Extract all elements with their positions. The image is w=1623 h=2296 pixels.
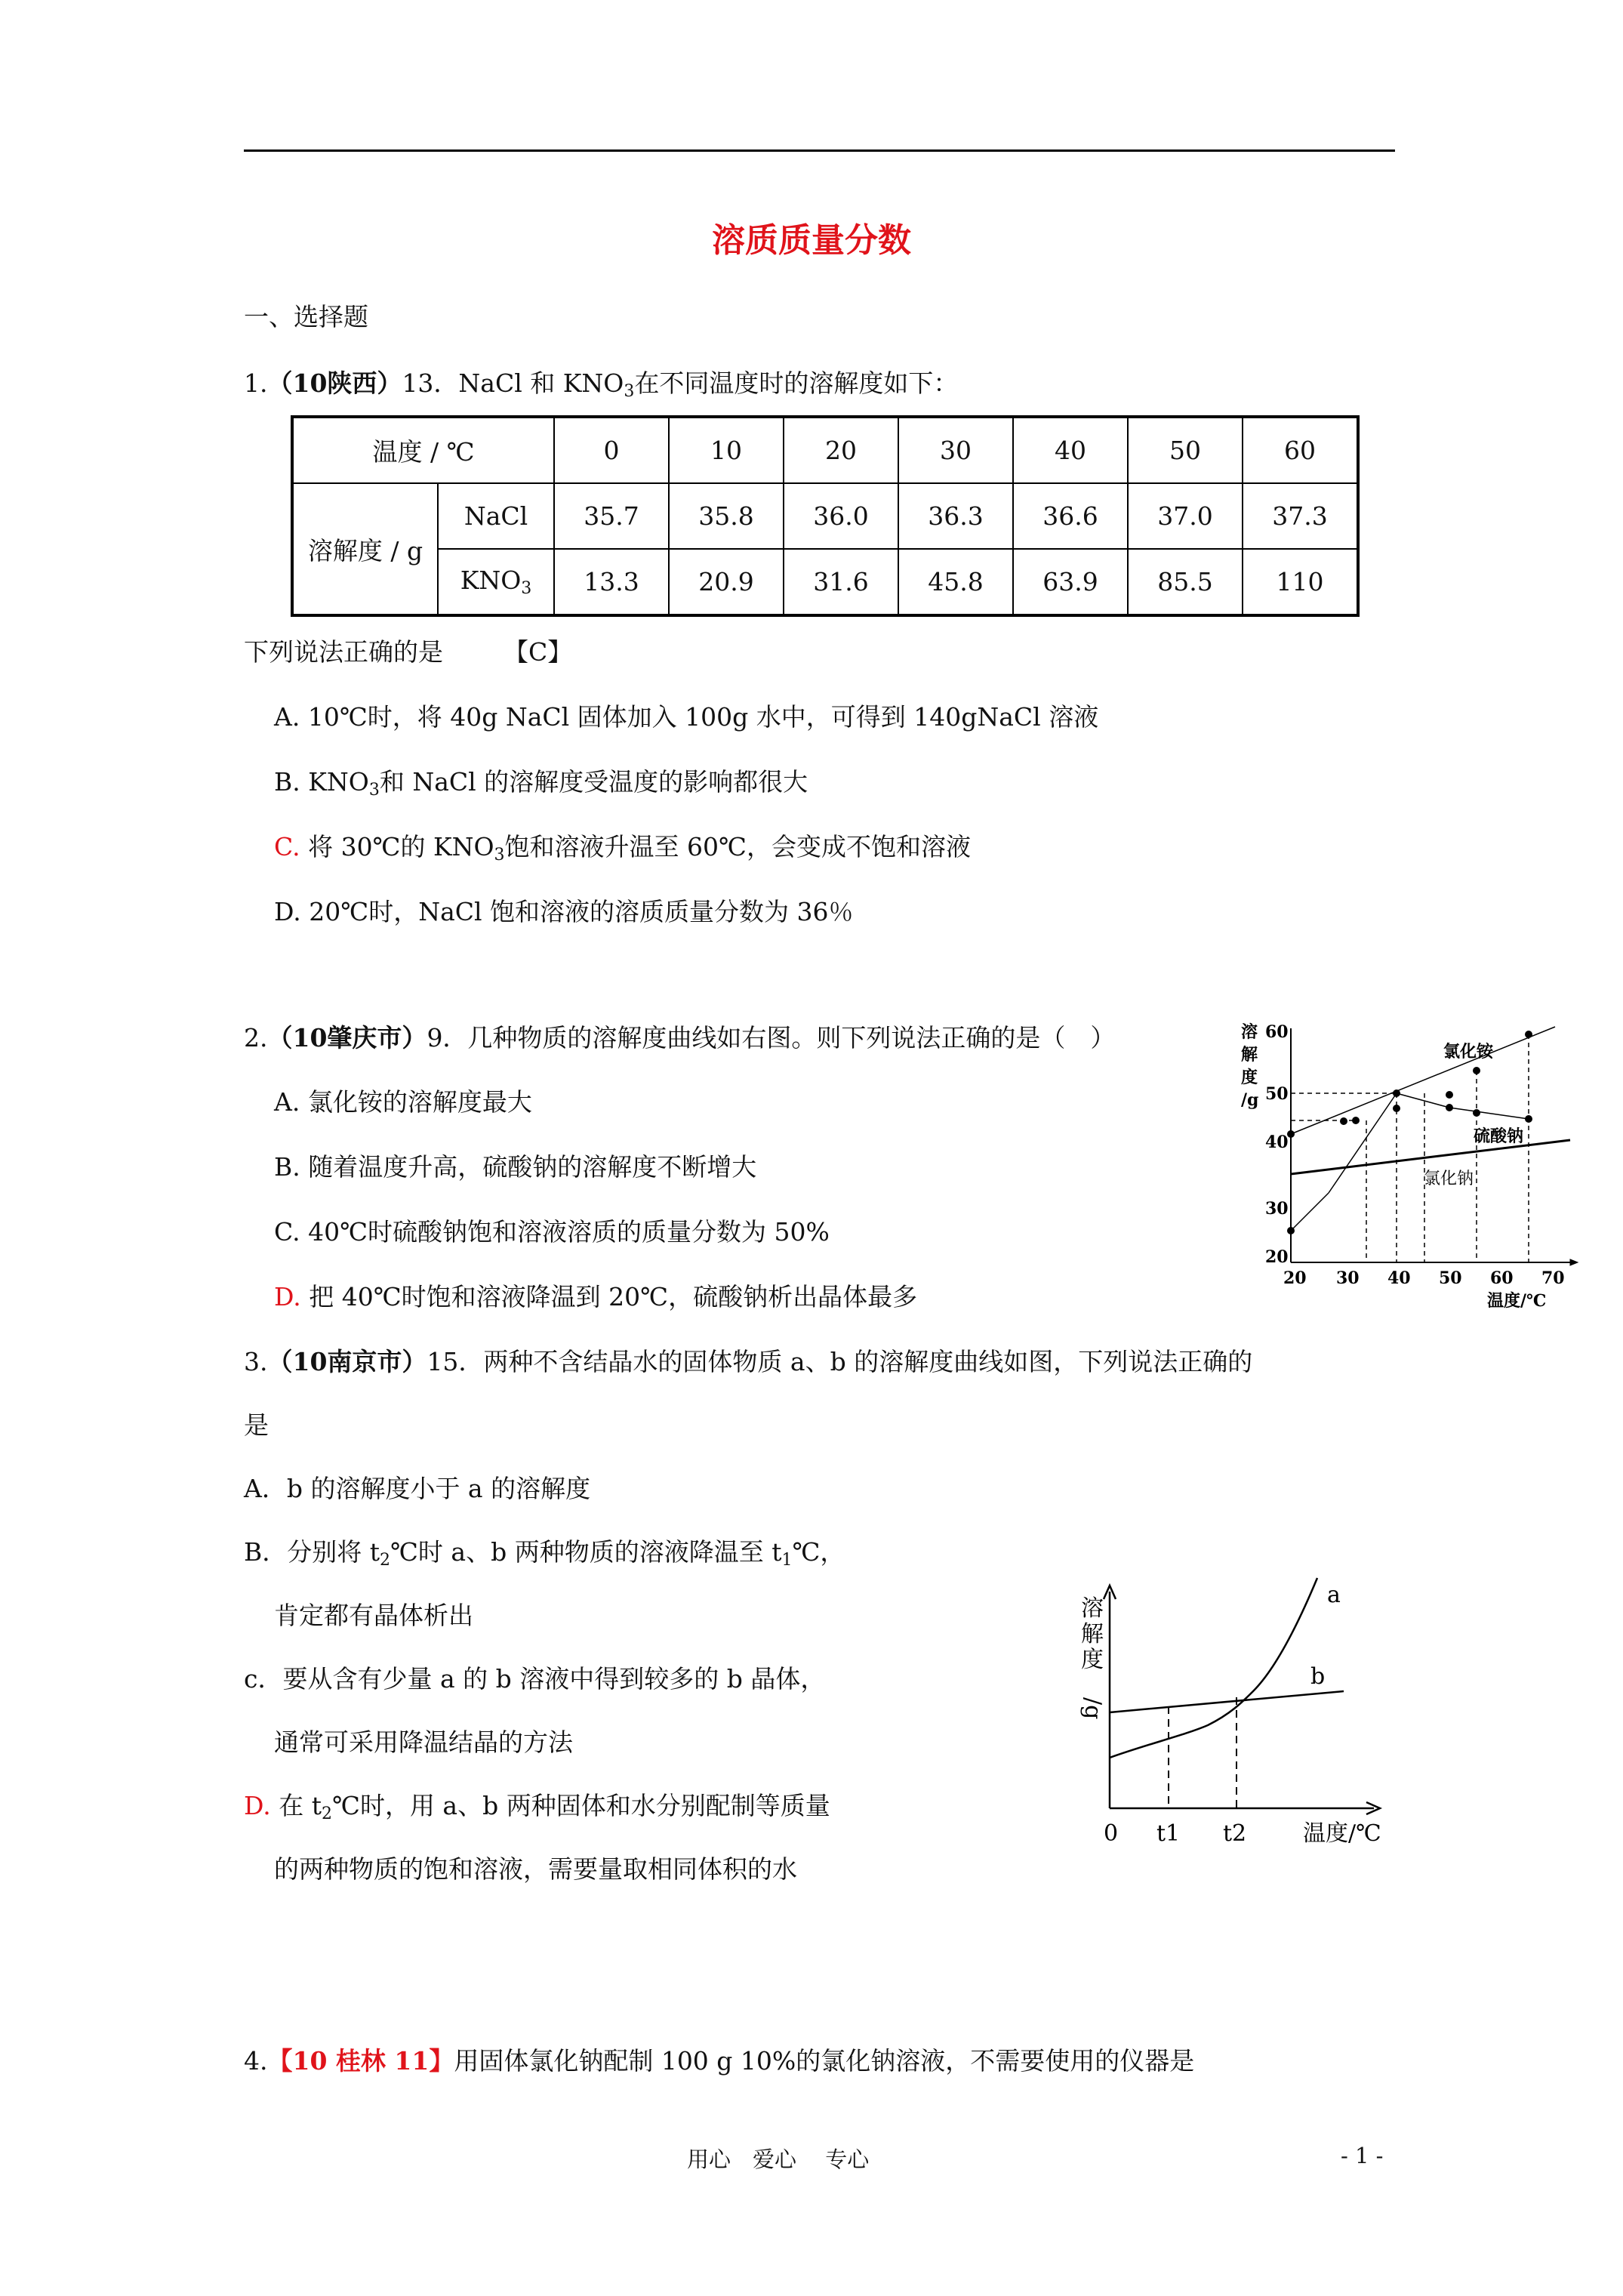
table-cell: 36.3 xyxy=(898,483,1013,549)
na2so4-label: 硫酸钠 xyxy=(1474,1126,1524,1146)
curve-b xyxy=(1110,1691,1344,1712)
curve-a xyxy=(1110,1578,1317,1758)
option-text: 在 t xyxy=(270,1791,322,1820)
solubility-curve-chart-ab xyxy=(1072,1563,1404,1857)
y-label-char: 度 xyxy=(1081,1647,1104,1673)
q2-option-c xyxy=(274,1216,830,1249)
option-text: 氯化铵的溶解度最大 xyxy=(307,1087,532,1117)
x-axis-arrow xyxy=(1570,1259,1578,1265)
option-sub: 2 xyxy=(322,1804,333,1823)
x-axis-label: 温度/℃ xyxy=(1487,1291,1547,1311)
question-3 xyxy=(244,1345,1252,1379)
y-tick-label: 40 xyxy=(1265,1133,1289,1152)
q2-text: 9．几种物质的溶解度曲线如右图。则下列说法正确的是（ ） xyxy=(427,1023,1116,1052)
table-cell: 13.3 xyxy=(554,549,669,615)
q1-option-d xyxy=(274,895,854,929)
q1-stem xyxy=(244,636,572,669)
y-tick-label: 60 xyxy=(1265,1022,1289,1042)
table-row xyxy=(292,417,1358,483)
q3-text: 15．两种不含结晶水的固体物质 a、b 的溶解度曲线如图，下列说法正确的 xyxy=(427,1347,1253,1376)
option-sub: 1 xyxy=(781,1551,793,1570)
q1-option-b xyxy=(274,766,808,807)
table-cell: 37.0 xyxy=(1128,483,1243,549)
na2so4-curve-rise xyxy=(1291,1193,1329,1231)
table-cell: 110 xyxy=(1243,549,1358,615)
q4-source: 【10 桂林 11】 xyxy=(267,2046,454,2076)
option-letter: A. xyxy=(274,702,300,732)
question-2 xyxy=(244,1022,1115,1055)
y-label-char: /g xyxy=(1241,1090,1259,1110)
q1-text-a: 13．NaCl 和 KNO xyxy=(402,368,624,398)
q2-source: （10肇庆市） xyxy=(267,1023,427,1052)
table-cell: 40 xyxy=(1013,417,1128,483)
solubility-table xyxy=(291,415,1360,617)
q4-text: 用固体氯化钠配制 100 g 10%的氯化钠溶液，不需要使用的仪器是 xyxy=(454,2046,1195,2076)
q1-text-b: 在不同温度时的溶解度如下： xyxy=(634,368,959,398)
solubility-header-cell: 溶解度 / g xyxy=(292,483,438,615)
table-cell xyxy=(438,483,554,549)
curve-a-label: a xyxy=(1327,1582,1341,1608)
option-letter: A. xyxy=(274,1087,300,1117)
page-number: - 1 - xyxy=(1341,2143,1384,2168)
footer-motto: 用心 爱心 专心 xyxy=(687,2147,870,2172)
q4-number: 4. xyxy=(244,2046,268,2076)
option-letter: B. xyxy=(274,1152,300,1182)
y-tick-label: 20 xyxy=(1265,1247,1289,1267)
option-text: ℃， xyxy=(792,1537,845,1567)
q1-number: 1. xyxy=(244,368,268,398)
option-letter: D. xyxy=(274,1282,301,1311)
option-text: 20℃时，NaCl 饱和溶液的溶质质量分数为 36％ xyxy=(309,897,854,926)
q3-option-d-line2: 的两种物质的饱和溶液，需要量取相同体积的水 xyxy=(274,1854,797,1884)
q1-option-c xyxy=(274,831,971,872)
q1-source: （10陕西） xyxy=(267,368,402,398)
na2so4-curve-peak xyxy=(1329,1093,1397,1193)
table-cell xyxy=(438,549,554,615)
table-cell: 45.8 xyxy=(898,549,1013,615)
t1-label: t1 xyxy=(1156,1820,1181,1847)
table-cell: 36.0 xyxy=(784,483,898,549)
x-tick-label: 50 xyxy=(1439,1268,1462,1288)
option-sub: 3 xyxy=(368,781,380,800)
table-cell: 85.5 xyxy=(1128,549,1243,615)
table-cell: 35.7 xyxy=(554,483,669,549)
table-cell: 30 xyxy=(898,417,1013,483)
q1-stem-text: 下列说法正确的是 xyxy=(244,637,443,667)
x-tick-label: 60 xyxy=(1490,1268,1514,1288)
table-cell: 31.6 xyxy=(784,549,898,615)
question-1 xyxy=(244,367,958,408)
q3-option-b xyxy=(244,1536,845,1577)
question-4 xyxy=(244,2045,1194,2078)
option-text: KNO xyxy=(308,767,369,797)
x-tick-label: 20 xyxy=(1283,1268,1307,1288)
table-cell: 36.6 xyxy=(1013,483,1128,549)
option-text: 将 30℃的 KNO xyxy=(308,832,494,861)
option-text: 和 NaCl 的溶解度受温度的影响都很大 xyxy=(379,767,808,797)
page-title: 溶质质量分数 xyxy=(712,221,911,260)
nacl-label: 氯化钠 xyxy=(1424,1170,1474,1188)
x-tick-label: 40 xyxy=(1387,1268,1411,1288)
option-letter: D. xyxy=(274,897,301,926)
y-tick-label: 30 xyxy=(1265,1199,1289,1219)
y-label-char: 溶 xyxy=(1241,1022,1258,1042)
q1-answer: 【C】 xyxy=(504,637,573,667)
table-cell: 10 xyxy=(669,417,784,483)
y-label-char: 解 xyxy=(1241,1045,1258,1065)
q3-option-c-line2: 通常可采用降温结晶的方法 xyxy=(274,1727,573,1757)
nh4cl-curve xyxy=(1291,1027,1555,1134)
table-cell: 20 xyxy=(784,417,898,483)
x-tick-label: 70 xyxy=(1541,1268,1565,1288)
option-text: ℃时，用 a、b 两种固体和水分别配制等质量 xyxy=(332,1791,830,1820)
q2-number: 2. xyxy=(244,1023,268,1052)
option-text: 10℃时，将 40g NaCl 固体加入 100g 水中，可得到 140gNaCl 溶液 xyxy=(307,702,1099,732)
q3-option-b-line2: 肯定都有晶体析出 xyxy=(274,1601,473,1630)
option-letter: C. xyxy=(274,1217,300,1247)
na2so4-curve-fall xyxy=(1397,1093,1529,1119)
table-cell: 20.9 xyxy=(669,549,784,615)
option-text: 饱和溶液升温至 60℃，会变成不饱和溶液 xyxy=(504,832,971,861)
header-rule xyxy=(244,149,1395,152)
q1-text-sub: 3 xyxy=(624,382,635,401)
table-cell: 35.8 xyxy=(669,483,784,549)
q3-option-a: A．b 的溶解度小于 a 的溶解度 xyxy=(244,1474,591,1503)
q1-option-a xyxy=(274,701,1098,734)
table-row xyxy=(292,483,1358,549)
option-text: B．分别将 t xyxy=(244,1537,380,1567)
section-heading: 一、选择题 xyxy=(244,302,368,331)
q2-option-a xyxy=(274,1086,532,1119)
curve-b-label: b xyxy=(1310,1663,1326,1690)
table-cell: 0 xyxy=(554,417,669,483)
table-cell: 63.9 xyxy=(1013,549,1128,615)
option-text: 40℃时硫酸钠饱和溶液溶质的质量分数为 50% xyxy=(308,1217,830,1247)
y-label-char: 度 xyxy=(1241,1068,1258,1087)
solubility-curve-chart xyxy=(1230,1012,1585,1314)
x-tick-label: 30 xyxy=(1336,1268,1360,1288)
option-letter: B. xyxy=(274,767,300,797)
row-name: NaCl xyxy=(463,501,528,531)
row-name-sub: 3 xyxy=(521,579,532,598)
row-name: KNO xyxy=(460,566,522,595)
option-letter: D. xyxy=(244,1791,271,1820)
nh4cl-label: 氯化铵 xyxy=(1443,1042,1494,1062)
q3-option-c: c．要从含有少量 a 的 b 溶液中得到较多的 b 晶体， xyxy=(244,1664,826,1693)
y-unit-label: /g xyxy=(1079,1697,1106,1720)
option-text: 随着温度升高，硫酸钠的溶解度不断增大 xyxy=(308,1152,757,1182)
q3-option-d xyxy=(244,1789,830,1831)
x-axis-label: 温度/℃ xyxy=(1303,1820,1381,1847)
q3-number: 3. xyxy=(244,1347,268,1376)
y-tick-label: 50 xyxy=(1265,1084,1289,1104)
option-letter: C. xyxy=(274,832,300,861)
table-row xyxy=(292,549,1358,615)
q2-option-b xyxy=(274,1151,756,1184)
q2-option-d xyxy=(274,1281,917,1314)
table-cell: 50 xyxy=(1128,417,1243,483)
option-text: ℃时 a、b 两种物质的溶液降温至 t xyxy=(390,1537,782,1567)
option-sub: 3 xyxy=(494,846,505,864)
y-label-char: 解 xyxy=(1081,1621,1104,1647)
temp-header-cell: 温度 / ℃ xyxy=(292,417,554,483)
table-cell: 37.3 xyxy=(1243,483,1358,549)
table-cell: 60 xyxy=(1243,417,1358,483)
q3-source: （10南京市） xyxy=(267,1347,427,1376)
q3-text-line2: 是 xyxy=(244,1410,269,1440)
option-text: 把 40℃时饱和溶液降温到 20℃，硫酸钠析出晶体最多 xyxy=(309,1282,918,1311)
t2-label: t2 xyxy=(1223,1820,1247,1847)
option-sub: 2 xyxy=(380,1551,391,1570)
origin-label: 0 xyxy=(1104,1820,1119,1847)
y-label-char: 溶 xyxy=(1081,1595,1104,1622)
